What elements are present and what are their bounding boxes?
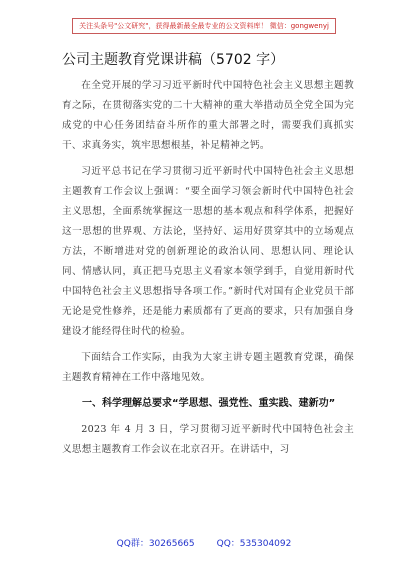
banner-text: 关注头条号"公文研究"，获得最新最全最专业的公文资料库！ 微信：gongwenyj <box>72 18 336 34</box>
section-heading: 一、科学理解总要求“学思想、强党性、重实践、建新功” <box>82 398 336 409</box>
document-body <box>62 50 354 460</box>
top-banner <box>0 18 408 34</box>
paragraph-4: 2023 年 4 月 3 日，学习贯彻习近平新时代中国特色社会主义思想主题教育工作会议在北京召开。在讲话中，习 <box>62 424 354 455</box>
document-title: 公司主题教育党课讲稿（5702 字） <box>62 52 285 68</box>
paragraph-1: 在全党开展的学习习近平新时代中国特色社会主义思想主题教育之际，在贯彻落实党的二十大精神的重大举措动员全党全国为完成党的中心任务团结奋斗所作的重大部署之时，需要我们真抓实干、求真务实，筑牢思想根基，补足精神之钙。 <box>62 80 354 151</box>
footer-qq-group: QQ群：30265665 <box>116 539 195 549</box>
footer-contact <box>0 538 408 550</box>
footer-qq: QQ：535304092 <box>216 539 292 549</box>
paragraph-2: 习近平总书记在学习贯彻习近平新时代中国特色社会主义思想主题教育工作会议上强调：“要全面学习领会新时代中国特色社会主义思想，全面系统掌握这一思想的基本观点和科学体系，把握好这一思想的世界观、方法论，坚持好、运用好贯穿其中的立场观点方法，不断增进对党的创新理论的政治认同、思想认同、理论认同、情感认同，真正把马克思主义看家本领学到手，自觉用新时代中国特色社会主义思想指导各项工作。”新时代对国有企业党员干部无论是党性修养，还是能力素质都有了更高的要求，只有加强自身建设才能经得住时代的检验。 <box>62 166 354 337</box>
paragraph-3: 下面结合工作实际，由我为大家主讲专题主题教育党课，确保主题教育精神在工作中落地见效。 <box>62 352 354 383</box>
